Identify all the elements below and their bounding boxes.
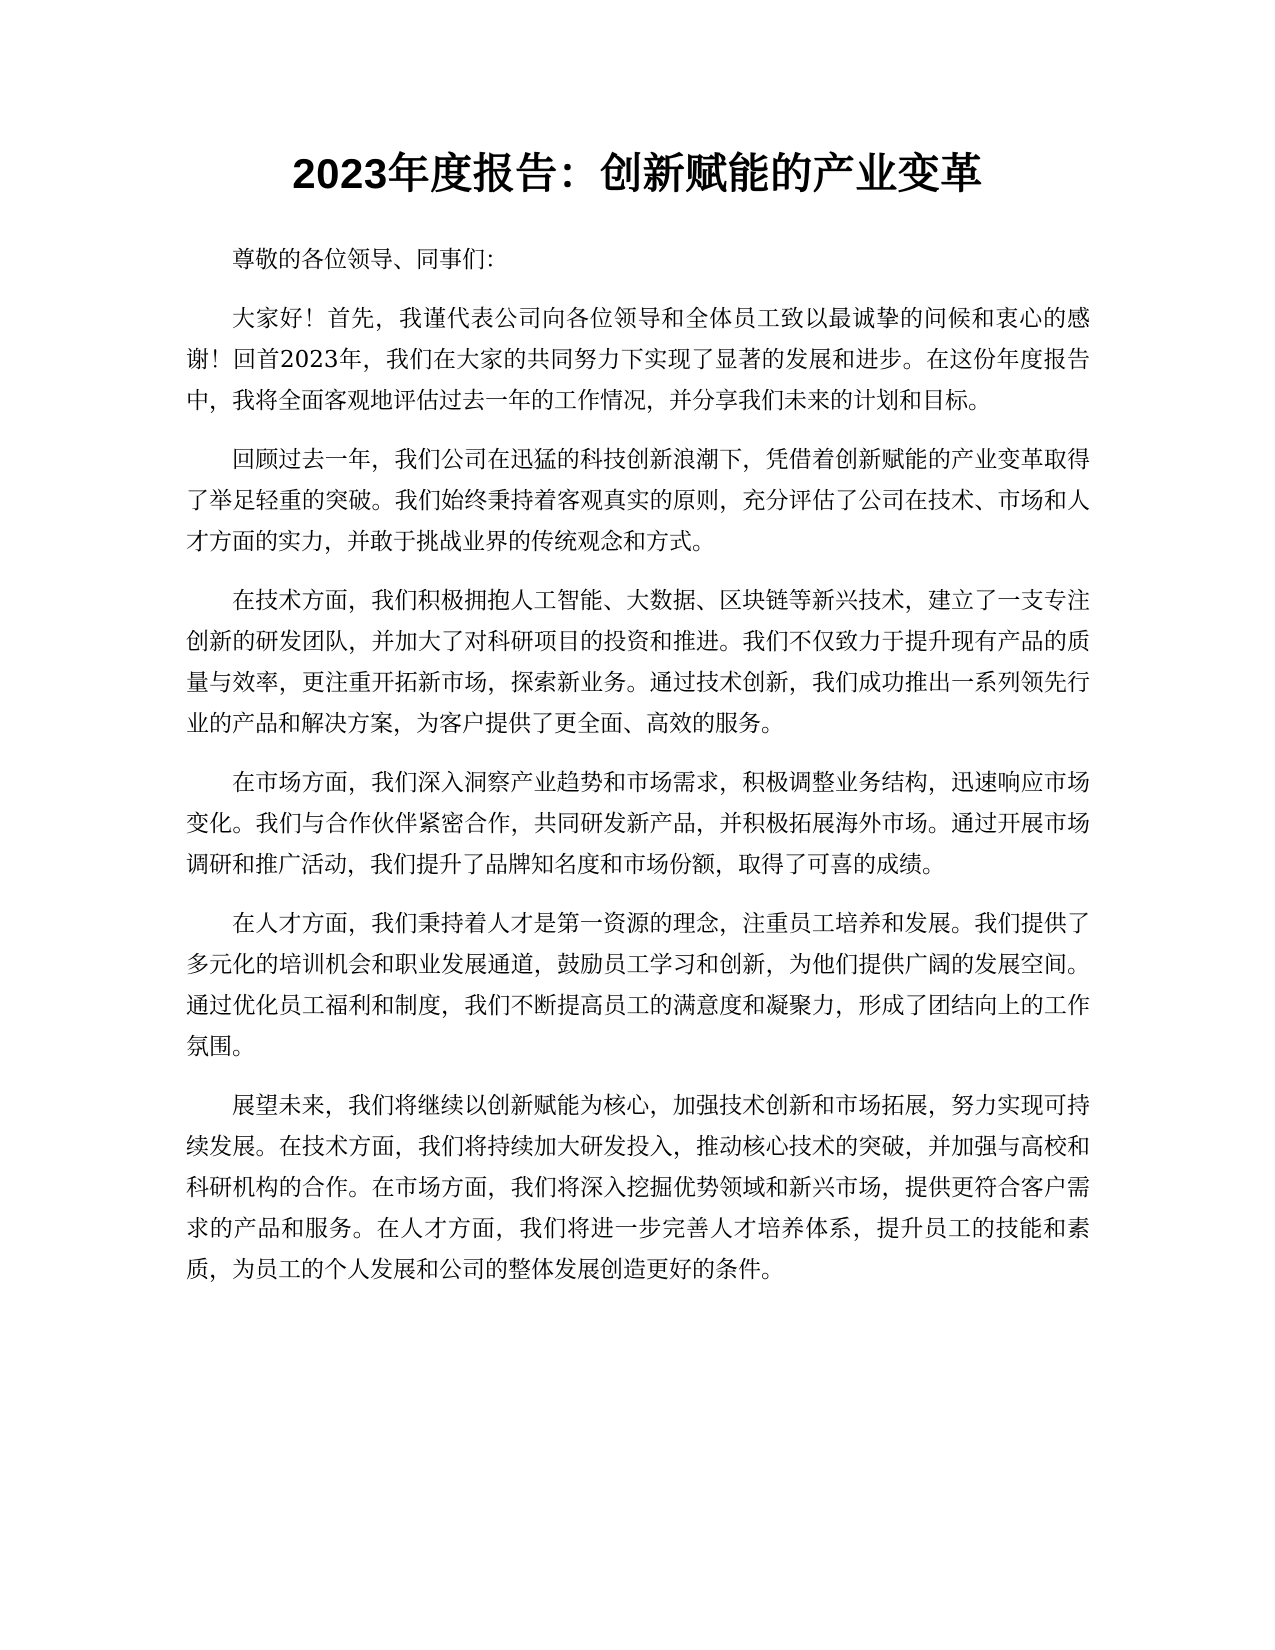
- paragraph-talent: 在人才方面，我们秉持着人才是第一资源的理念，注重员工培养和发展。我们提供了多元化的培训机会和职业发展通道，鼓励员工学习和创新，为他们提供广阔的发展空间。通过优化员工福利和制度，我们不断提高员工的满意度和凝聚力，形成了团结向上的工作氛围。: [186, 911, 1090, 1060]
- paragraph-opening: 大家好！首先，我谨代表公司向各位领导和全体员工致以最诚挚的问候和衷心的感谢！回首2023年，我们在大家的共同努力下实现了显著的发展和进步。在这份年度报告中，我将全面客观地评估过去一年的工作情况，并分享我们未来的计划和目标。: [186, 306, 1090, 414]
- paragraph-market: 在市场方面，我们深入洞察产业趋势和市场需求，积极调整业务结构，迅速响应市场变化。我们与合作伙伴紧密合作，共同研发新产品，并积极拓展海外市场。通过开展市场调研和推广活动，我们提升了品牌知名度和市场份额，取得了可喜的成绩。: [186, 770, 1090, 878]
- paragraph-review: 回顾过去一年，我们公司在迅猛的科技创新浪潮下，凭借着创新赋能的产业变革取得了举足轻重的突破。我们始终秉持着客观真实的原则，充分评估了公司在技术、市场和人才方面的实力，并敢于挑战业界的传统观念和方式。: [186, 447, 1090, 555]
- paragraph-outlook: 展望未来，我们将继续以创新赋能为核心，加强技术创新和市场拓展，努力实现可持续发展。在技术方面，我们将持续加大研发投入，推动核心技术的突破，并加强与高校和科研机构的合作。在市场方面，我们将深入挖掘优势领域和新兴市场，提供更符合客户需求的产品和服务。在人才方面，我们将进一步完善人才培养体系，提升员工的技能和素质，为员工的个人发展和公司的整体发展创造更好的条件。: [186, 1093, 1090, 1283]
- greeting-line: 尊敬的各位领导、同事们：: [232, 247, 508, 273]
- document-title: 2023年度报告：创新赋能的产业变革: [292, 150, 983, 197]
- paragraph-technology: 在技术方面，我们积极拥抱人工智能、大数据、区块链等新兴技术，建立了一支专注创新的研发团队，并加大了对科研项目的投资和推进。我们不仅致力于提升现有产品的质量与效率，更注重开拓新市场，探索新业务。通过技术创新，我们成功推出一系列领先行业的产品和解决方案，为客户提供了更全面、高效的服务。: [186, 588, 1090, 737]
- document-body: [186, 240, 1090, 1309]
